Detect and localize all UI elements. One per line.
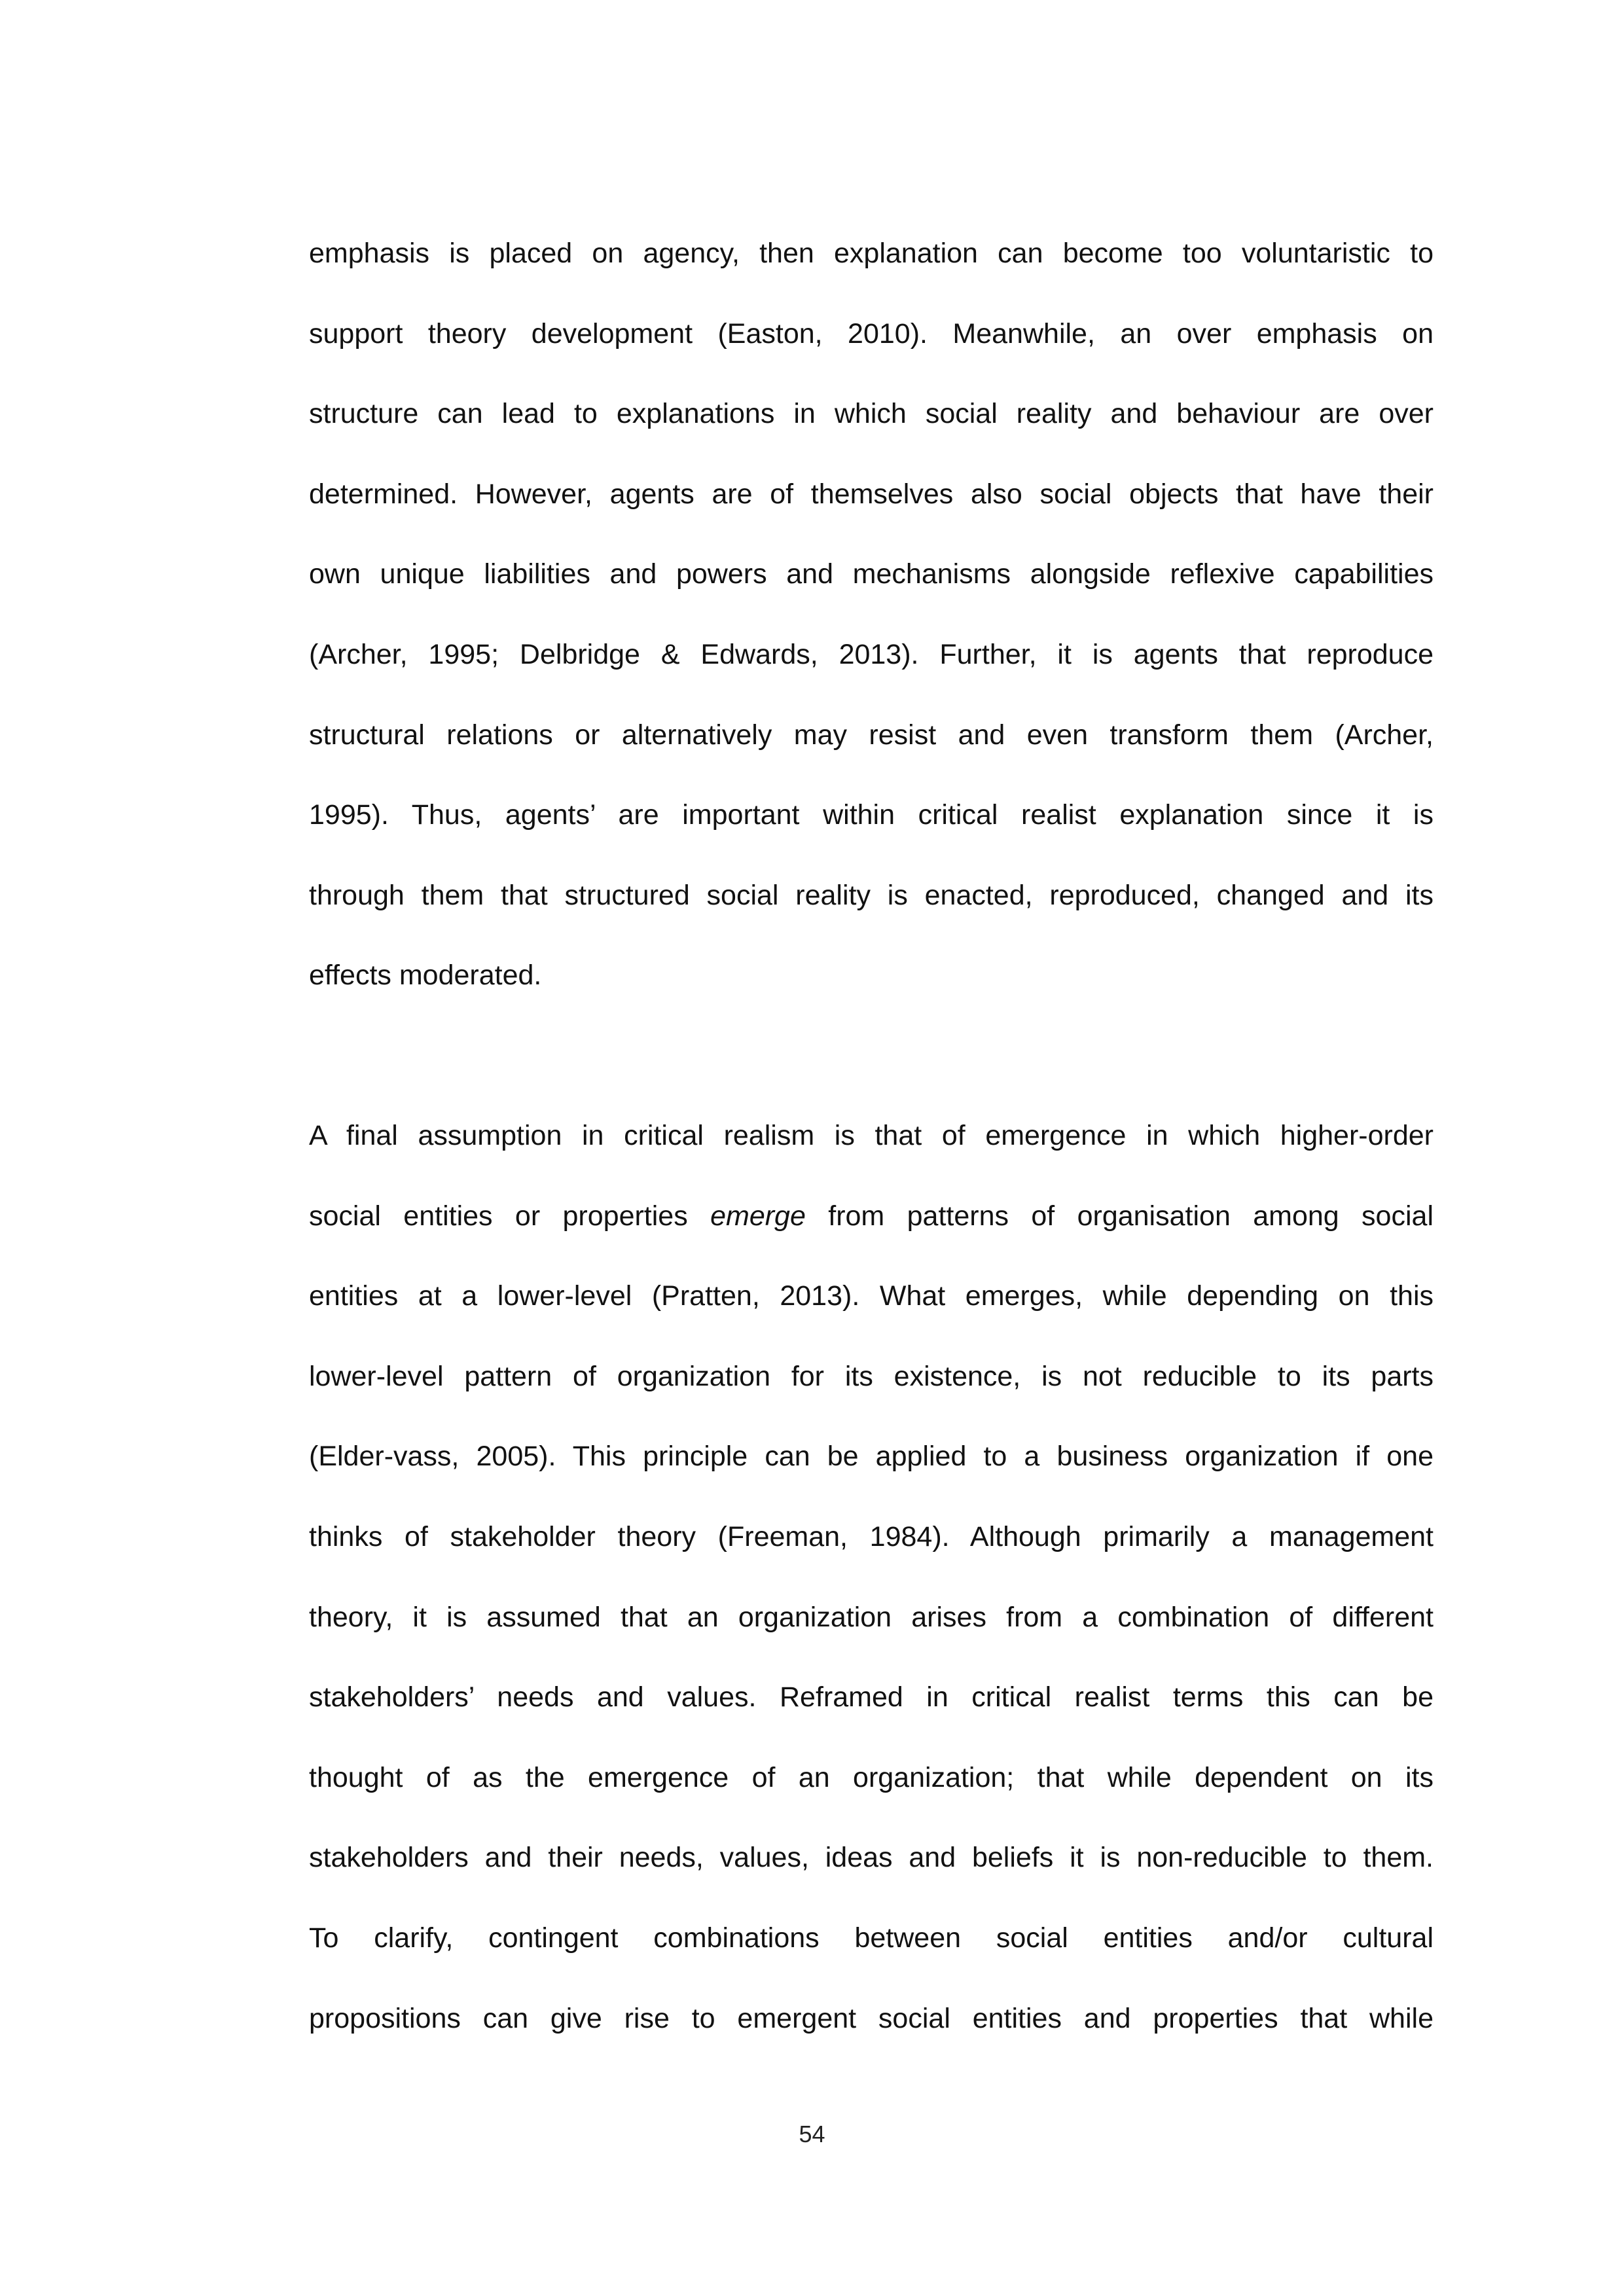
text-segment: social entities or properties [309, 1200, 711, 1232]
page-number: 54 [799, 2121, 825, 2147]
italic-term-emerge: emerge [710, 1200, 806, 1232]
text-line: (Archer, 1995; Delbridge & Edwards, 2013). Further, it is agents that reproduce [309, 638, 1434, 670]
text-line: A final assumption in critical realism is that of emergence in which higher-order [309, 1120, 1434, 1151]
text-line: stakeholders and their needs, values, ideas and beliefs it is non-reducible to them. [309, 1842, 1434, 1874]
text-line: (Elder-vass, 2005). This principle can be applied to a business organization if one [309, 1441, 1434, 1473]
text-line: thought of as the emergence of an organization; that while dependent on its [309, 1761, 1434, 1793]
text-line: support theory development (Easton, 2010). Meanwhile, an over emphasis on [309, 317, 1434, 350]
paragraph-emergence [309, 1096, 1434, 2058]
text-line [309, 1176, 1434, 1257]
text-line: determined. However, agents are of themselves also social objects that have their [309, 478, 1434, 510]
text-line: own unique liabilities and powers and mechanisms alongside reflexive capabilities [309, 558, 1434, 590]
text-line: effects moderated. [309, 960, 542, 992]
text-line: lower-level pattern of organization for its existence, is not reducible to its parts [309, 1360, 1434, 1392]
paragraph-agency [309, 213, 1434, 1016]
text-line: entities at a lower-level (Pratten, 2013). What emerges, while depending on this [309, 1280, 1434, 1312]
text-line: propositions can give rise to emergent social entities and properties that while [309, 2002, 1434, 2034]
text-line: To clarify, contingent combinations between social entities and/or cultural [309, 1922, 1434, 1954]
text-line: structure can lead to explanations in which social reality and behaviour are over [309, 398, 1434, 430]
text-line: structural relations or alternatively may resist and even transform them (Archer, [309, 719, 1434, 751]
text-line: theory, it is assumed that an organization arises from a combination of different [309, 1601, 1434, 1633]
text-line: 1995). Thus, agents’ are important within critical realist explanation since it is [309, 799, 1434, 831]
text-line: stakeholders’ needs and values. Reframed in critical realist terms this can be [309, 1681, 1434, 1713]
text-line: emphasis is placed on agency, then explanation can become too voluntaristic to [309, 238, 1434, 269]
text-line: through them that structured social reality is enacted, reproduced, changed and its [309, 879, 1434, 911]
text-segment: from patterns of organisation among social [805, 1200, 1434, 1232]
text-line: thinks of stakeholder theory (Freeman, 1984). Although primarily a management [309, 1520, 1434, 1552]
